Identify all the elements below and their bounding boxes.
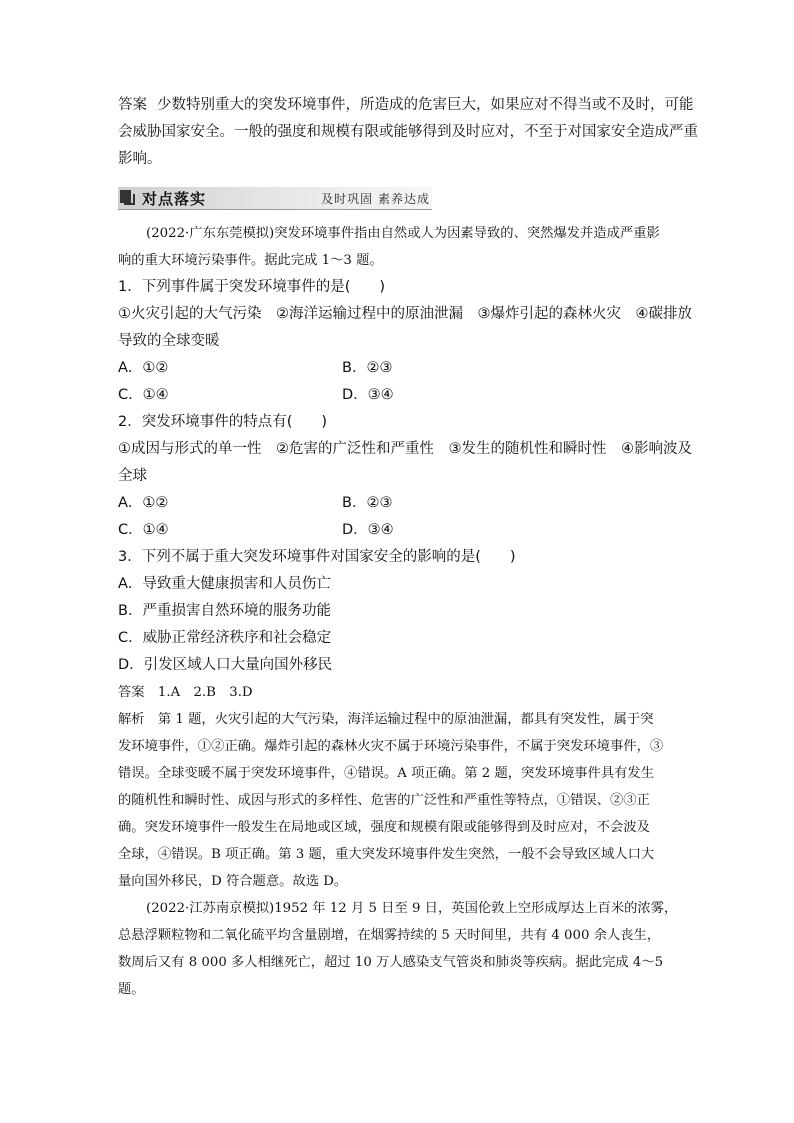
q2-options-row-2 — [118, 517, 678, 544]
q1-options-row-2 — [118, 382, 678, 409]
q2-desc-2: 全球 — [118, 468, 147, 484]
document-page — [118, 92, 698, 1003]
q1-desc-2: 导致的全球变暖 — [118, 333, 220, 349]
passage1-line-1: (2022·广东东莞模拟)突发环境事件指由自然或人为因素导致的、突然爆发并造成严重影 — [146, 226, 660, 241]
q2-option-c: C．①④ — [118, 522, 169, 538]
q2-option-a: A．①② — [118, 495, 169, 511]
intro-answer-line-3: 影响。 — [118, 151, 162, 167]
passage2-line: 题。 — [118, 982, 145, 997]
analysis-line: 发环境事件，①②正确。爆炸引起的森林火灾不属于环境污染事件，不属于突发环境事件，③ — [118, 739, 664, 754]
intro-answer-block — [118, 92, 698, 173]
q1-option-d: D．③④ — [342, 387, 394, 403]
passage1-line-2: 响的重大环境污染事件。据此完成 1～3 题。 — [118, 253, 383, 268]
passage2-block — [118, 895, 678, 1003]
q3-stem: 3．下列不属于重大突发环境事件对国家安全的影响的是( ) — [118, 549, 516, 565]
analysis-block — [118, 706, 678, 895]
answer-label: 答案 — [118, 97, 147, 113]
analysis-line: 错误。全球变暖不属于突发环境事件，④错误。A 项正确。第 2 题，突发环境事件具有发生 — [118, 766, 655, 781]
analysis-line: 全球，④错误。B 项正确。第 3 题，重大突发环境事件发生突然，一般不会导致区域人口大 — [118, 847, 655, 862]
passage2-line: (2022·江苏南京模拟)1952 年 12 月 5 日至 9 日，英国伦敦上空形成厚达上百米的浓雾， — [146, 901, 678, 916]
analysis-line: 的随机性和瞬时性、成因与形式的多样性、危害的广泛性和严重性等特点，①错误、②③正 — [118, 793, 650, 808]
intro-answer-line-2: 会威胁国家安全。一般的强度和规模有限或能够得到及时应对，不至于对国家安全造成严重 — [118, 124, 698, 140]
q1-stem: 1．下列事件属于突发环境事件的是( ) — [118, 279, 386, 295]
q2-options-row-1 — [118, 490, 678, 517]
passage2-line: 数周后又有 8 000 多人相继死亡，超过 10 万人感染支气管炎和肺炎等疾病。据此完成 4～5 — [118, 955, 664, 970]
section-header — [118, 187, 432, 210]
q3-option-a: A．导致重大健康损害和人员伤亡 — [118, 576, 331, 592]
q2-option-d: D．③④ — [342, 522, 394, 538]
q3-option-b: B．严重损害自然环境的服务功能 — [118, 603, 331, 619]
q1-option-a: A．①② — [118, 360, 169, 376]
q2-option-b: B．②③ — [342, 495, 393, 511]
analysis-line: 解析 第 1 题，火灾引起的大气污染，海洋运输过程中的原油泄漏，都具有突发性，属于突 — [118, 712, 654, 727]
intro-answer-line-1: 答案 少数特别重大的突发环境事件，所造成的危害巨大，如果应对不得当或不及时，可能 — [118, 97, 694, 113]
q1-desc-1: ①火灾引起的大气污染 ②海洋运输过程中的原油泄漏 ③爆炸引起的森林火灾 ④碳排放 — [118, 306, 692, 322]
section-title: 对点落实 — [142, 189, 207, 208]
answer-key: 答案 1.A 2.B 3.D — [118, 685, 253, 700]
q3-option-c: C．威胁正常经济秩序和社会稳定 — [118, 630, 332, 646]
q2-stem: 2．突发环境事件的特点有( ) — [118, 414, 328, 430]
analysis-line: 确。突发环境事件一般发生在局地或区域，强度和规模有限或能够得到及时应对，不会波及 — [118, 820, 650, 835]
passage2-line: 总悬浮颗粒物和二氧化硫平均含量剧增，在烟雾持续的 5 天时间里，共有 4 000 余人丧生， — [118, 928, 661, 943]
section-book-icon — [120, 190, 136, 206]
analysis-line: 量向国外移民，D 符合题意。故选 D。 — [118, 874, 348, 889]
q2-desc-1: ①成因与形式的单一性 ②危害的广泛性和严重性 ③发生的随机性和瞬时性 ④影响波及 — [118, 441, 692, 457]
q1-options-row-1 — [118, 355, 678, 382]
section-subtitle: 及时巩固 素养达成 — [321, 192, 430, 206]
q1-option-c: C．①④ — [118, 387, 169, 403]
q3-option-d: D．引发区域人口大量向国外移民 — [118, 657, 333, 673]
q1-option-b: B．②③ — [342, 360, 393, 376]
